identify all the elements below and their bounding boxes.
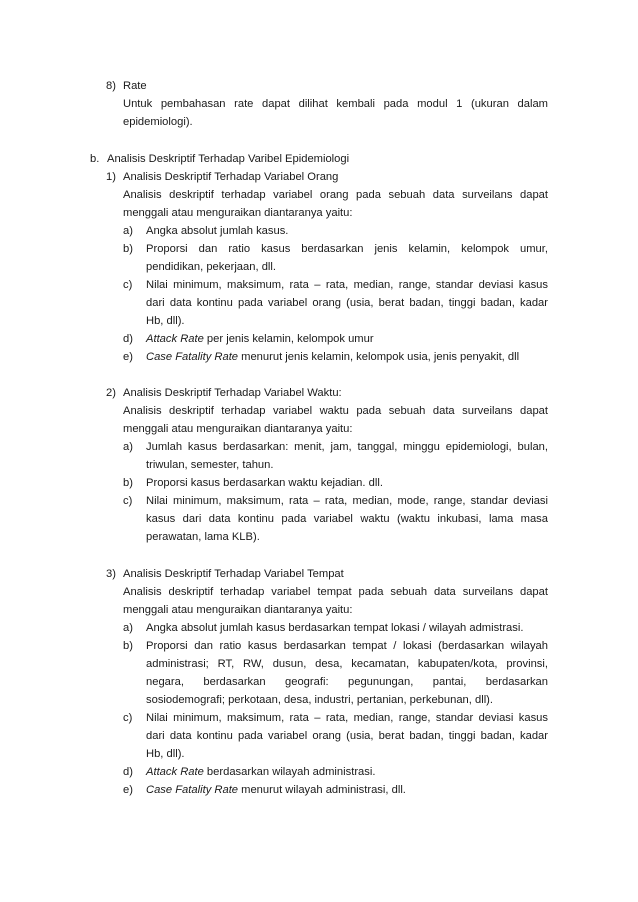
list-item-text: Nilai minimum, maksimum, rata – rata, median, range, standar deviasi kasus xyxy=(146,279,548,291)
term-italic: Attack Rate xyxy=(146,766,204,778)
list-marker: b) xyxy=(123,477,133,489)
subsection-tempat-title: Analisis Deskriptif Terhadap Variabel Tempat xyxy=(123,568,344,580)
list-item-text: negara, berdasarkan geografi: pegunungan, pantai, berdasarkan xyxy=(146,676,548,688)
list-marker: c) xyxy=(123,495,133,507)
list-marker: b) xyxy=(123,243,133,255)
list-item-text xyxy=(146,350,519,364)
subsection-tempat-number: 3) xyxy=(106,568,116,580)
list-item-text: Jumlah kasus berdasarkan: menit, jam, tanggal, minggu epidemiologi, bulan, xyxy=(146,441,548,453)
term-italic: Case Fatality Rate xyxy=(146,784,239,796)
list-item-text: pendidikan, pekerjaan, dll. xyxy=(146,261,276,273)
list-item-text: triwulan, semester, tahun. xyxy=(146,459,274,471)
tempat-intro-line: menggali atau menguraikan diantaranya yaitu: xyxy=(123,604,353,616)
list-item-text: Angka absolut jumlah kasus. xyxy=(146,225,289,237)
list-item-text: dari data kontinu pada variabel orang (usia, berat badan, tinggi badan, kadar xyxy=(146,297,548,309)
term-italic: Attack Rate xyxy=(146,333,204,345)
list-item-rest: menurut jenis kelamin, kelompok usia, jenis penyakit, dll xyxy=(238,351,520,363)
item-8-text-line: Untuk pembahasan rate dapat dilihat kembali pada modul 1 (ukuran dalam xyxy=(123,98,548,110)
tempat-intro-line: Analisis deskriptif terhadap variabel tempat pada sebuah data surveilans dapat xyxy=(123,586,548,598)
waktu-intro-line: Analisis deskriptif terhadap variabel waktu pada sebuah data surveilans dapat xyxy=(123,405,548,417)
section-b-number: b. xyxy=(90,153,100,165)
list-item-text: administrasi; RT, RW, dusun, desa, kecamatan, kabupaten/kota, provinsi, xyxy=(146,658,548,670)
list-marker: e) xyxy=(123,784,133,796)
item-8-title: Rate xyxy=(123,80,147,92)
orang-intro-line: menggali atau menguraikan diantaranya yaitu: xyxy=(123,207,353,219)
list-item-text: dari data kontinu pada variabel orang (usia, berat badan, tinggi badan, kadar xyxy=(146,730,548,742)
list-item-text xyxy=(146,765,375,779)
list-marker: a) xyxy=(123,225,133,237)
list-marker: d) xyxy=(123,333,133,345)
list-item-text: Nilai minimum, maksimum, rata – rata, median, mode, range, standar deviasi xyxy=(146,495,548,507)
item-8-text-line: epidemiologi). xyxy=(123,116,193,128)
section-b-title: Analisis Deskriptif Terhadap Varibel Epidemiologi xyxy=(107,153,350,165)
list-item-text: Proporsi dan ratio kasus berdasarkan jenis kelamin, kelompok umur, xyxy=(146,243,548,255)
waktu-intro-line: menggali atau menguraikan diantaranya yaitu: xyxy=(123,423,353,435)
list-marker: e) xyxy=(123,351,133,363)
list-marker: c) xyxy=(123,279,133,291)
list-marker: c) xyxy=(123,712,133,724)
list-item-rest: berdasarkan wilayah administrasi. xyxy=(203,766,376,778)
item-8-number: 8) xyxy=(106,80,116,92)
list-item-text: Hb, dll). xyxy=(146,748,185,760)
list-marker: b) xyxy=(123,640,133,652)
list-item-text: kasus dari data kontinu pada variabel waktu (waktu inkubasi, lama masa xyxy=(146,513,548,525)
term-italic: Case Fatality Rate xyxy=(146,351,239,363)
list-marker: a) xyxy=(123,622,133,634)
list-item-text: perawatan, lama KLB). xyxy=(146,531,260,543)
subsection-orang-number: 1) xyxy=(106,171,116,183)
list-item-text: Angka absolut jumlah kasus berdasarkan tempat lokasi / wilayah admistrasi. xyxy=(146,622,524,634)
list-item-text: Proporsi kasus berdasarkan waktu kejadian. dll. xyxy=(146,477,383,489)
list-item-rest: menurut wilayah administrasi, dll. xyxy=(238,784,406,796)
list-item-text: sosiodemografi; perkotaan, desa, industri, pertanian, perkebunan, dll). xyxy=(146,694,494,706)
list-item-text xyxy=(146,332,374,346)
list-item-text: Nilai minimum, maksimum, rata – rata, median, range, standar deviasi kasus xyxy=(146,712,548,724)
list-item-text: Hb, dll). xyxy=(146,315,185,327)
subsection-waktu-title: Analisis Deskriptif Terhadap Variabel Waktu: xyxy=(123,387,342,399)
list-marker: d) xyxy=(123,766,133,778)
orang-intro-line: Analisis deskriptif terhadap variabel orang pada sebuah data surveilans dapat xyxy=(123,189,548,201)
list-item-rest: per jenis kelamin, kelompok umur xyxy=(203,333,374,345)
list-item-text xyxy=(146,783,406,797)
list-item-text: Proporsi dan ratio kasus berdasarkan tempat / lokasi (berdasarkan wilayah xyxy=(146,640,548,652)
subsection-orang-title: Analisis Deskriptif Terhadap Variabel Orang xyxy=(123,171,339,183)
subsection-waktu-number: 2) xyxy=(106,387,116,399)
list-marker: a) xyxy=(123,441,133,453)
